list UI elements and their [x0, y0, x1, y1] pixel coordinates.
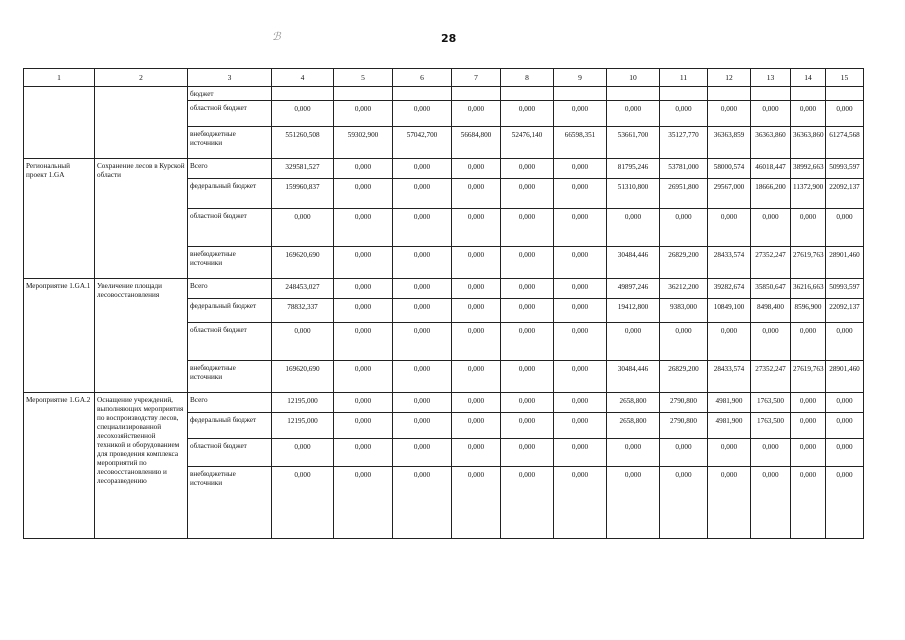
- value-cell: 46018,447: [751, 159, 791, 179]
- value-cell: 0,000: [501, 101, 554, 127]
- value-cell: 0,000: [452, 393, 501, 413]
- value-cell: 0,000: [334, 247, 393, 279]
- value-cell: 0,000: [501, 179, 554, 209]
- value-cell: 2790,800: [660, 413, 708, 439]
- value-cell: 0,000: [272, 209, 334, 247]
- column-header: 6: [393, 69, 452, 87]
- value-cell: 0,000: [272, 323, 334, 361]
- value-cell: 51310,800: [607, 179, 660, 209]
- value-cell: 0,000: [334, 159, 393, 179]
- value-cell: 0,000: [334, 101, 393, 127]
- item-name: Сохранение лесов в Курской области: [95, 159, 188, 279]
- value-cell: 0,000: [791, 467, 826, 539]
- value-cell: 0,000: [607, 323, 660, 361]
- table-row: [24, 279, 864, 299]
- value-cell: 0,000: [334, 323, 393, 361]
- value-cell: [607, 87, 660, 101]
- value-cell: 0,000: [452, 439, 501, 467]
- value-cell: 0,000: [791, 209, 826, 247]
- value-cell: 0,000: [393, 323, 452, 361]
- value-cell: 59302,900: [334, 127, 393, 159]
- value-cell: [708, 87, 751, 101]
- value-cell: [554, 87, 607, 101]
- value-cell: 0,000: [272, 467, 334, 539]
- column-header: 1: [24, 69, 95, 87]
- column-header: 3: [188, 69, 272, 87]
- funding-source: федеральный бюджет: [188, 179, 272, 209]
- value-cell: 0,000: [554, 323, 607, 361]
- value-cell: 0,000: [554, 247, 607, 279]
- value-cell: 0,000: [334, 361, 393, 393]
- column-header: 4: [272, 69, 334, 87]
- value-cell: 0,000: [334, 467, 393, 539]
- value-cell: 0,000: [554, 179, 607, 209]
- funding-source: федеральный бюджет: [188, 413, 272, 439]
- column-header: 11: [660, 69, 708, 87]
- value-cell: [334, 87, 393, 101]
- value-cell: [791, 87, 826, 101]
- value-cell: 0,000: [393, 299, 452, 323]
- value-cell: 28901,460: [826, 247, 864, 279]
- column-header: 13: [751, 69, 791, 87]
- funding-source: Всего: [188, 393, 272, 413]
- value-cell: 0,000: [501, 413, 554, 439]
- value-cell: 0,000: [501, 299, 554, 323]
- funding-source: внебюджетные источники: [188, 127, 272, 159]
- value-cell: 0,000: [452, 413, 501, 439]
- value-cell: 551260,508: [272, 127, 334, 159]
- value-cell: 0,000: [452, 299, 501, 323]
- funding-source: внебюджетные источники: [188, 361, 272, 393]
- value-cell: 0,000: [751, 323, 791, 361]
- value-cell: 0,000: [501, 467, 554, 539]
- value-cell: 169620,690: [272, 361, 334, 393]
- value-cell: 30484,446: [607, 247, 660, 279]
- value-cell: 0,000: [751, 439, 791, 467]
- value-cell: [826, 87, 864, 101]
- value-cell: 0,000: [826, 413, 864, 439]
- value-cell: 49897,246: [607, 279, 660, 299]
- table-row: [24, 159, 864, 179]
- value-cell: 0,000: [452, 179, 501, 209]
- value-cell: 53781,000: [660, 159, 708, 179]
- value-cell: 0,000: [501, 361, 554, 393]
- value-cell: 0,000: [452, 323, 501, 361]
- value-cell: 12195,000: [272, 413, 334, 439]
- value-cell: 39282,674: [708, 279, 751, 299]
- value-cell: 52476,140: [501, 127, 554, 159]
- column-header: 14: [791, 69, 826, 87]
- value-cell: 22092,137: [826, 299, 864, 323]
- value-cell: 57042,700: [393, 127, 452, 159]
- value-cell: 1763,500: [751, 393, 791, 413]
- value-cell: 36363,860: [751, 127, 791, 159]
- value-cell: 0,000: [393, 439, 452, 467]
- value-cell: 0,000: [334, 413, 393, 439]
- value-cell: 0,000: [393, 279, 452, 299]
- value-cell: 0,000: [554, 439, 607, 467]
- value-cell: 0,000: [452, 101, 501, 127]
- value-cell: 0,000: [501, 323, 554, 361]
- value-cell: 0,000: [791, 413, 826, 439]
- value-cell: [501, 87, 554, 101]
- column-header: 8: [501, 69, 554, 87]
- value-cell: 0,000: [452, 159, 501, 179]
- value-cell: 19412,800: [607, 299, 660, 323]
- value-cell: 0,000: [660, 101, 708, 127]
- value-cell: 18666,200: [751, 179, 791, 209]
- value-cell: 0,000: [501, 159, 554, 179]
- value-cell: 0,000: [708, 209, 751, 247]
- header-row: [24, 69, 864, 87]
- value-cell: 0,000: [554, 393, 607, 413]
- value-cell: 0,000: [554, 159, 607, 179]
- value-cell: 0,000: [826, 323, 864, 361]
- value-cell: 0,000: [708, 101, 751, 127]
- value-cell: 78832,337: [272, 299, 334, 323]
- value-cell: 0,000: [334, 279, 393, 299]
- value-cell: 1763,500: [751, 413, 791, 439]
- funding-source: федеральный бюджет: [188, 299, 272, 323]
- value-cell: 0,000: [751, 209, 791, 247]
- value-cell: 38992,663: [791, 159, 826, 179]
- value-cell: 0,000: [826, 101, 864, 127]
- value-cell: 0,000: [393, 361, 452, 393]
- value-cell: 50993,597: [826, 159, 864, 179]
- value-cell: 0,000: [660, 439, 708, 467]
- funding-source: областной бюджет: [188, 323, 272, 361]
- value-cell: 56684,800: [452, 127, 501, 159]
- value-cell: 0,000: [791, 393, 826, 413]
- value-cell: 0,000: [393, 159, 452, 179]
- value-cell: 10849,100: [708, 299, 751, 323]
- value-cell: 0,000: [607, 467, 660, 539]
- value-cell: 2658,800: [607, 393, 660, 413]
- value-cell: 0,000: [554, 299, 607, 323]
- value-cell: 8498,400: [751, 299, 791, 323]
- funding-source: внебюджетные источники: [188, 247, 272, 279]
- value-cell: 0,000: [334, 439, 393, 467]
- value-cell: 26829,200: [660, 361, 708, 393]
- page-number: 28: [441, 32, 457, 45]
- value-cell: 0,000: [393, 101, 452, 127]
- value-cell: 0,000: [660, 323, 708, 361]
- funding-source: Всего: [188, 159, 272, 179]
- value-cell: 4981,900: [708, 393, 751, 413]
- value-cell: 0,000: [393, 247, 452, 279]
- value-cell: 27352,247: [751, 247, 791, 279]
- funding-source: областной бюджет: [188, 439, 272, 467]
- value-cell: 36363,859: [708, 127, 751, 159]
- value-cell: 2790,800: [660, 393, 708, 413]
- value-cell: 28901,460: [826, 361, 864, 393]
- value-cell: 0,000: [334, 299, 393, 323]
- value-cell: 27619,763: [791, 361, 826, 393]
- value-cell: 0,000: [501, 439, 554, 467]
- column-header: 12: [708, 69, 751, 87]
- value-cell: 53661,700: [607, 127, 660, 159]
- value-cell: 0,000: [393, 179, 452, 209]
- value-cell: 0,000: [554, 279, 607, 299]
- value-cell: 35850,647: [751, 279, 791, 299]
- value-cell: 0,000: [501, 209, 554, 247]
- value-cell: 26829,200: [660, 247, 708, 279]
- code-cell: [24, 87, 95, 159]
- value-cell: 0,000: [826, 209, 864, 247]
- value-cell: 248453,027: [272, 279, 334, 299]
- value-cell: 0,000: [554, 101, 607, 127]
- value-cell: 0,000: [393, 413, 452, 439]
- value-cell: 26951,800: [660, 179, 708, 209]
- value-cell: 0,000: [393, 467, 452, 539]
- column-header: 10: [607, 69, 660, 87]
- value-cell: 329581,527: [272, 159, 334, 179]
- value-cell: 0,000: [393, 209, 452, 247]
- page-mark: ℬ: [272, 31, 281, 43]
- funding-source: Всего: [188, 279, 272, 299]
- value-cell: 0,000: [452, 361, 501, 393]
- value-cell: 0,000: [607, 209, 660, 247]
- value-cell: 0,000: [452, 467, 501, 539]
- funding-source: внебюджетные источники: [188, 467, 272, 539]
- value-cell: [660, 87, 708, 101]
- value-cell: 0,000: [791, 439, 826, 467]
- value-cell: 29567,000: [708, 179, 751, 209]
- value-cell: 0,000: [452, 209, 501, 247]
- column-header: 7: [452, 69, 501, 87]
- funding-table: [23, 68, 864, 539]
- value-cell: 0,000: [826, 439, 864, 467]
- funding-source: бюджет: [188, 87, 272, 101]
- value-cell: 0,000: [791, 323, 826, 361]
- value-cell: 28433,574: [708, 247, 751, 279]
- value-cell: 28433,574: [708, 361, 751, 393]
- value-cell: 0,000: [452, 247, 501, 279]
- value-cell: 0,000: [272, 439, 334, 467]
- value-cell: 0,000: [334, 179, 393, 209]
- value-cell: 0,000: [272, 101, 334, 127]
- value-cell: 66598,351: [554, 127, 607, 159]
- value-cell: 0,000: [708, 467, 751, 539]
- value-cell: 0,000: [501, 279, 554, 299]
- value-cell: 0,000: [660, 209, 708, 247]
- value-cell: 8596,900: [791, 299, 826, 323]
- value-cell: 36216,663: [791, 279, 826, 299]
- value-cell: 2658,800: [607, 413, 660, 439]
- value-cell: 0,000: [751, 467, 791, 539]
- value-cell: 159960,837: [272, 179, 334, 209]
- value-cell: 30484,446: [607, 361, 660, 393]
- item-code: Мероприятие 1.GA.2: [24, 393, 95, 539]
- value-cell: 0,000: [607, 439, 660, 467]
- value-cell: 0,000: [501, 393, 554, 413]
- value-cell: 4981,900: [708, 413, 751, 439]
- name-cell: [95, 87, 188, 159]
- table-row: [24, 393, 864, 413]
- item-name: Оснащение учреждений, выполняющих мероприятия по воспроизводству лесов, специализированной лесохозяйственной техникой и оборудованием для проведения комплекса мероприятий по лесовосстановлению и лесоразведению: [95, 393, 188, 539]
- value-cell: 35127,770: [660, 127, 708, 159]
- value-cell: 36363,860: [791, 127, 826, 159]
- value-cell: 0,000: [826, 467, 864, 539]
- value-cell: 0,000: [554, 413, 607, 439]
- column-header: 15: [826, 69, 864, 87]
- value-cell: 0,000: [334, 393, 393, 413]
- value-cell: 0,000: [826, 393, 864, 413]
- value-cell: 36212,200: [660, 279, 708, 299]
- value-cell: [393, 87, 452, 101]
- item-code: Региональный проект 1.GA: [24, 159, 95, 279]
- value-cell: 81795,246: [607, 159, 660, 179]
- value-cell: 58000,574: [708, 159, 751, 179]
- value-cell: 0,000: [791, 101, 826, 127]
- value-cell: 0,000: [554, 467, 607, 539]
- value-cell: 11372,900: [791, 179, 826, 209]
- column-header: 9: [554, 69, 607, 87]
- item-code: Мероприятие 1.GA.1: [24, 279, 95, 393]
- value-cell: 0,000: [501, 247, 554, 279]
- value-cell: 0,000: [708, 439, 751, 467]
- funding-source: областной бюджет: [188, 209, 272, 247]
- item-name: Увеличение площади лесовосстановления: [95, 279, 188, 393]
- value-cell: [452, 87, 501, 101]
- value-cell: 0,000: [554, 361, 607, 393]
- value-cell: 0,000: [607, 101, 660, 127]
- value-cell: 12195,000: [272, 393, 334, 413]
- value-cell: [272, 87, 334, 101]
- table-row: [24, 87, 864, 101]
- value-cell: 27619,763: [791, 247, 826, 279]
- value-cell: 50993,597: [826, 279, 864, 299]
- value-cell: 0,000: [660, 467, 708, 539]
- funding-source: областной бюджет: [188, 101, 272, 127]
- value-cell: 0,000: [393, 393, 452, 413]
- column-header: 5: [334, 69, 393, 87]
- column-header: 2: [95, 69, 188, 87]
- value-cell: 0,000: [751, 101, 791, 127]
- value-cell: 169620,690: [272, 247, 334, 279]
- value-cell: 0,000: [554, 209, 607, 247]
- value-cell: 0,000: [334, 209, 393, 247]
- value-cell: [751, 87, 791, 101]
- value-cell: 27352,247: [751, 361, 791, 393]
- value-cell: 22092,137: [826, 179, 864, 209]
- value-cell: 0,000: [708, 323, 751, 361]
- value-cell: 61274,568: [826, 127, 864, 159]
- value-cell: 9383,000: [660, 299, 708, 323]
- value-cell: 0,000: [452, 279, 501, 299]
